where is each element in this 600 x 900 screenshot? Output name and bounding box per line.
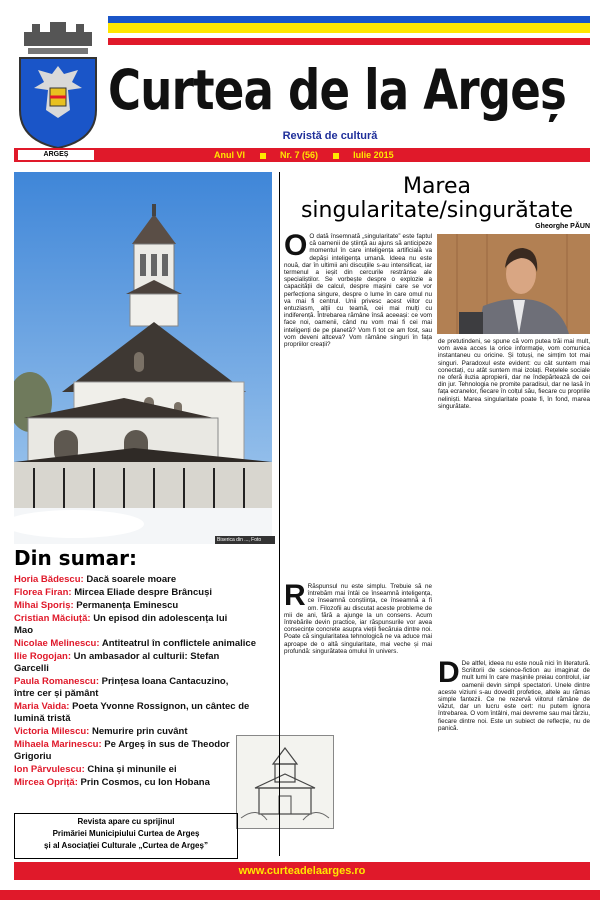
sumar-item bbox=[14, 574, 274, 586]
footer-stripe bbox=[0, 890, 600, 900]
sumar-item bbox=[14, 764, 234, 776]
drop-cap: O bbox=[284, 233, 308, 262]
sumar-title-text: Un episod din adolescența lui Mao bbox=[14, 613, 228, 636]
sumar-author: Florea Firan: bbox=[14, 587, 72, 598]
sumar-title-text: Permanența Eminescu bbox=[76, 600, 179, 611]
coat-of-arms bbox=[14, 18, 102, 154]
drop-cap: R bbox=[284, 583, 306, 612]
issue-bar bbox=[14, 148, 590, 162]
article-col1-bottom bbox=[284, 583, 432, 855]
sumar-item bbox=[14, 777, 234, 789]
sumar-item bbox=[14, 638, 264, 650]
photo-caption: Biserica din ..., Foto bbox=[215, 536, 275, 544]
issue-year: Anul VI bbox=[214, 150, 245, 160]
masthead-subtitle: Revistă de cultură bbox=[282, 130, 378, 142]
issue-date: Iulie 2015 bbox=[353, 150, 394, 160]
sumar-title-text: Dacă soarele moare bbox=[86, 574, 177, 585]
sumar-item bbox=[14, 600, 274, 612]
sumar-title-text: Mircea Eliade despre Brâncuși bbox=[74, 587, 212, 598]
square-bullet-icon bbox=[333, 153, 339, 159]
sumar-title: Din sumar: bbox=[14, 546, 137, 570]
issue-number: Nr. 7 (56) bbox=[280, 150, 319, 160]
issue-info bbox=[214, 148, 394, 162]
sumar-item bbox=[14, 587, 274, 599]
website-bar[interactable]: www.curteadelaarges.ro bbox=[14, 862, 590, 880]
sumar-list bbox=[14, 574, 274, 790]
article-text: De altfel, ideea nu este nouă nici în literatură. Scriitorii de science-fiction au imaginat de mult lumi în care mașinile preiau controlul, iar oamenii devin simpli spectatori. Unele dintre aceste viziuni s-au dovedit profetice, altele au rămas simple fantezii. Ce ne rezervă viitorul rămâne de văzut, dar un lucru este cert: nu putem ignora întrebarea. O vom întâlni, mai devreme sau mai târziu, fiecare dintre noi. Este un subiect de reflecție, nu de panică. bbox=[438, 660, 590, 732]
sumar-author: Ion Pârvulescu: bbox=[14, 764, 85, 775]
article-title-line: Marea bbox=[402, 174, 472, 199]
sumar-item bbox=[14, 613, 234, 637]
article-author: Gheorghe PĂUN bbox=[535, 223, 590, 230]
sumar-item bbox=[14, 701, 264, 725]
sumar-title-text: Poeta Yvonne Rossignon, un cântec de lumină tristă bbox=[14, 701, 250, 724]
sumar-author: Ilie Rogojan: bbox=[14, 651, 71, 662]
sumar-item bbox=[14, 651, 244, 675]
article-col1-top bbox=[284, 233, 432, 573]
header-stripe-yellow bbox=[108, 23, 590, 33]
support-line: și al Asociației Culturale „Curtea de Argeș” bbox=[44, 841, 208, 850]
support-box bbox=[14, 813, 238, 859]
sumar-author: Mihaela Marinescu: bbox=[14, 739, 102, 750]
masthead-title: Curtea de la Argeș bbox=[108, 58, 567, 122]
sumar-author: Maria Vaida: bbox=[14, 701, 70, 712]
square-bullet-icon bbox=[260, 153, 266, 159]
sumar-author: Mircea Opriță: bbox=[14, 777, 78, 788]
sumar-item bbox=[14, 676, 244, 700]
article-title bbox=[284, 175, 590, 223]
article-col2-bottom bbox=[438, 660, 590, 854]
sumar-item bbox=[14, 726, 214, 738]
column-divider bbox=[279, 172, 280, 856]
author-portrait bbox=[437, 234, 590, 334]
support-line: Primăriei Municipiului Curtea de Argeș bbox=[52, 829, 200, 838]
support-line: Revista apare cu sprijinul bbox=[77, 817, 175, 826]
sumar-item bbox=[14, 739, 234, 763]
sumar-author: Mihai Sporiș: bbox=[14, 600, 74, 611]
article-text: O dată însemnată „singularitate” este faptul că oamenii de știință au ajuns să anticipeze momentul în care inteligența artificială va depăși inteligența umană. Ideea nu este nouă, dar în ultimii ani discuțiile s-au intensificat, iar termenul a ieșit din cercurile restrânse ale specialiștilor. Se vorbește despre o explozie a capacității de calcul, despre mașini care se vor perfecționa singure, despre o lume în care omul nu va mai fi centrul. Unii privesc acest viitor cu entuziasm, alții cu teamă, cei mai mulți cu indiferență. Întrebarea rămâne însă aceeași: ce vom face noi, oamenii, când nu vom mai fi cei mai inteligenți de pe planetă? Vom fi tot ce am fost, sau vom deveni altceva? Vom rămâne singuri în fața propriilor creații? bbox=[284, 233, 432, 349]
sumar-author: Horia Bădescu: bbox=[14, 574, 84, 585]
county-tag: ARGEȘ bbox=[18, 150, 94, 160]
drop-cap: D bbox=[438, 660, 460, 689]
sumar-author: Victoria Milescu: bbox=[14, 726, 90, 737]
sumar-author: Paula Romanescu: bbox=[14, 676, 99, 687]
header-stripe-blue bbox=[108, 16, 590, 23]
sumar-title-text: Un ambasador al culturii: Stefan Garcelli bbox=[14, 651, 220, 674]
sumar-title-text: Prințesa Ioana Cantacuzino, între cer și pământ bbox=[14, 676, 229, 699]
sumar-author: Nicolae Melinescu: bbox=[14, 638, 100, 649]
article-col2-top bbox=[438, 338, 590, 654]
sumar-title-text: Antiteatrul în conflictele animalice bbox=[101, 638, 256, 649]
article-text: de pretutindeni, se spune că vom putea trăi mai mult, vom avea acces la orice informație, vom comunica instantaneu cu oricine. Și totuși, ne simțim tot mai singuri. Paradoxul este evident: cu cât suntem mai conectați, cu atât suntem mai izolați. Rețelele sociale ne oferă iluzia apropierii, dar ne îndepărtează de cei din jur. Tehnologia ne promite paradisul, dar ne lasă în fața ecranelor, fiecare în colțul său, fiecare cu propriile neliniști. Marea singularitate poate fi, în fond, marea singurătate. bbox=[438, 338, 590, 410]
sumar-author: Cristian Măciuță: bbox=[14, 613, 91, 624]
header-stripe-red bbox=[108, 38, 590, 45]
article-title-line: singularitate/singurătate bbox=[300, 198, 574, 223]
sumar-title-text: China și minunile ei bbox=[87, 764, 177, 775]
article-text: Răspunsul nu este simplu. Trebuie să ne întrebăm mai întâi ce înseamnă inteligența, ce înseamnă conștiința, ce înseamnă a fi om. Filozofii au discutat aceste probleme de mii de ani, fără a ajunge la un consens. Acum întrebările devin practice, iar răspunsurile vor avea consecințe concrete asupra vieții fiecăruia dintre noi. Poate că singularitatea tehnologică ne va aduce mai aproape de o altă singularitate, mai veche și mai profundă: singurătatea omului în univers. bbox=[284, 583, 432, 655]
sumar-title-text: Nemurire prin cuvânt bbox=[91, 726, 188, 737]
sumar-title-text: Pe Argeș în sus de Theodor Grigoriu bbox=[14, 739, 230, 762]
church-photo bbox=[14, 172, 272, 544]
sumar-title-text: Prin Cosmos, cu Ion Hobana bbox=[80, 777, 210, 788]
